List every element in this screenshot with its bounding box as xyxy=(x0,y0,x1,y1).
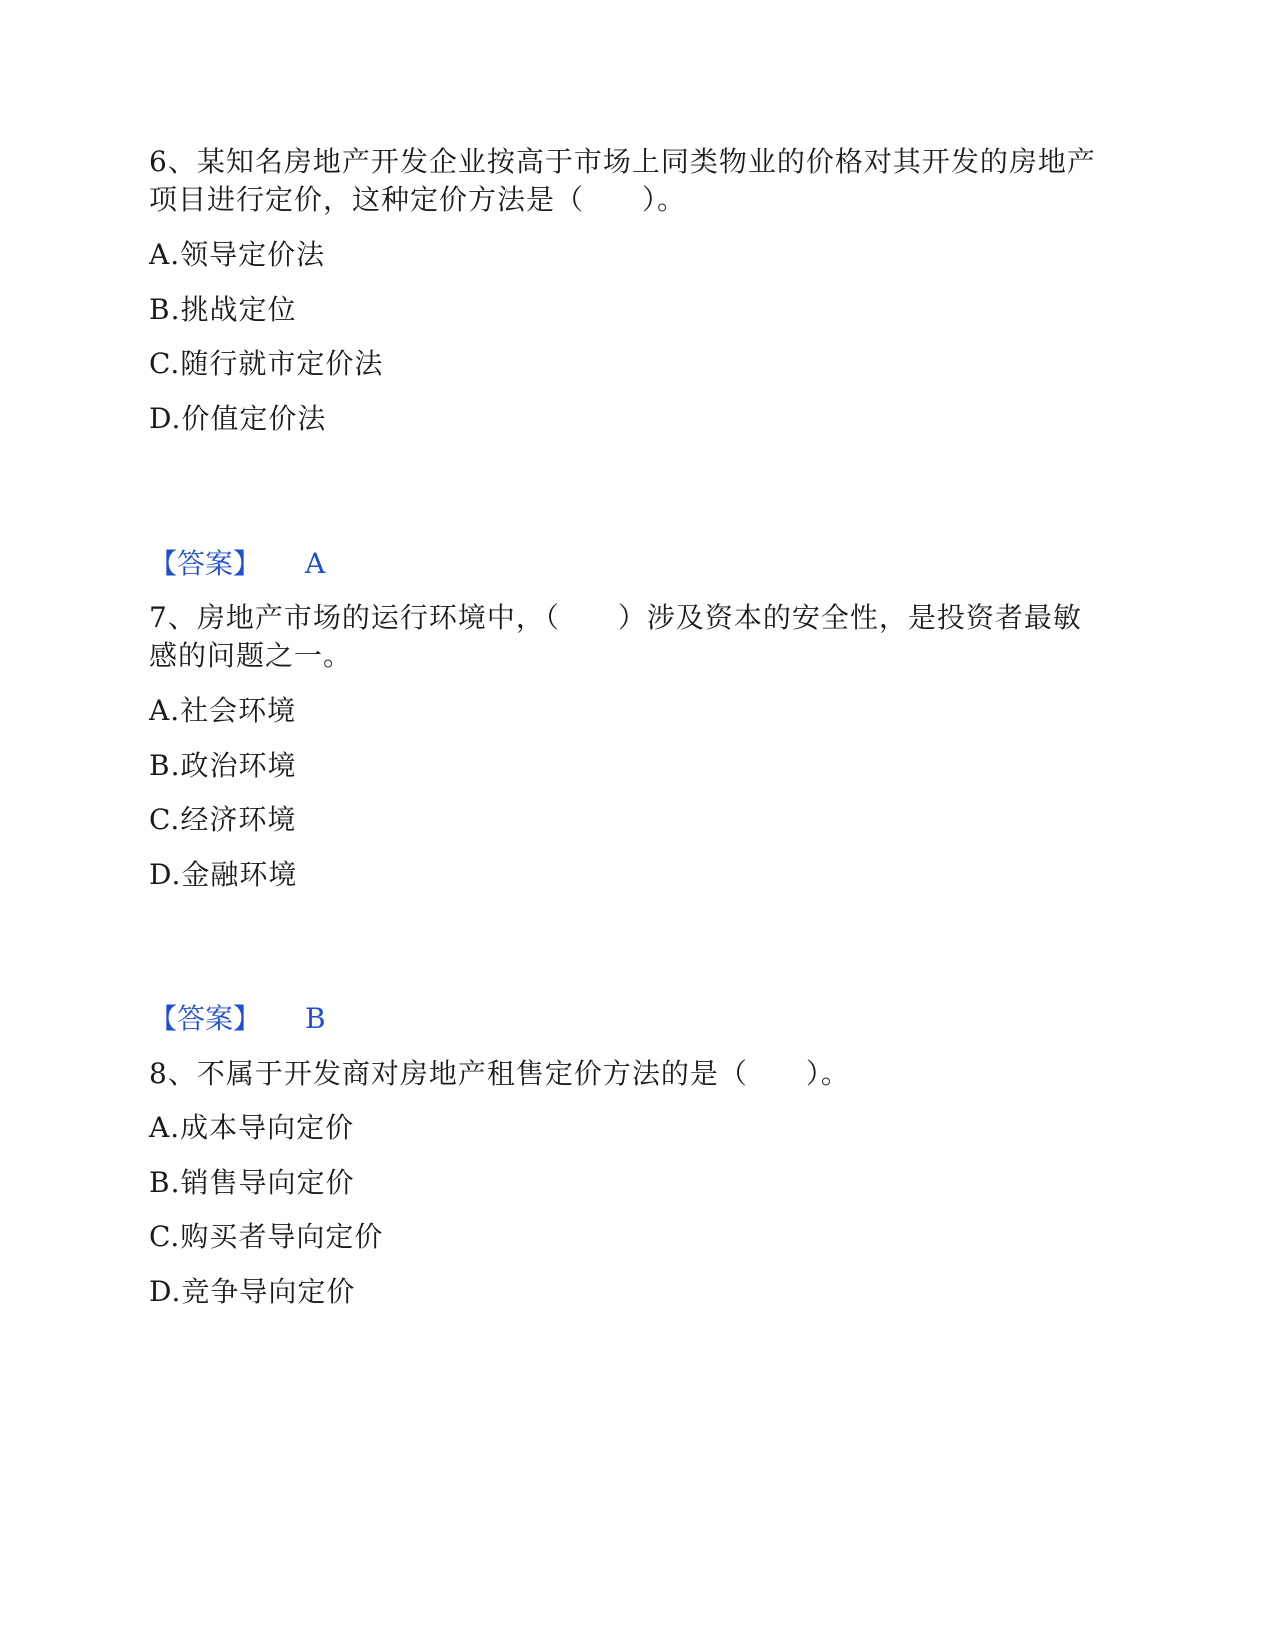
question-7-option-a: A.社会环境 xyxy=(149,694,297,727)
answer-label: 【答案】 xyxy=(149,1002,262,1035)
question-8-text-line-1: 8、不属于开发商对房地产租售定价方法的是（ ）。 xyxy=(149,1057,850,1090)
question-6-option-a: A.领导定价法 xyxy=(149,238,326,271)
question-7-answer xyxy=(149,999,326,1039)
question-6-option-c: C.随行就市定价法 xyxy=(149,347,384,380)
question-6-option-d: D.价值定价法 xyxy=(149,402,327,435)
question-8-option-c: C.购买者导向定价 xyxy=(149,1220,384,1253)
question-7-text-line-2: 感的问题之一。 xyxy=(149,639,353,672)
answer-value: A xyxy=(305,547,326,580)
question-7-option-c: C.经济环境 xyxy=(149,803,297,836)
question-6-text-line-2: 项目进行定价，这种定价方法是（ ）。 xyxy=(149,183,687,216)
question-8-option-a: A.成本导向定价 xyxy=(149,1111,355,1144)
question-6-option-b: B.挑战定位 xyxy=(149,293,297,326)
question-7-text-line-1: 7、房地产市场的运行环境中，（ ）涉及资本的安全性，是投资者最敏 xyxy=(149,601,1082,634)
question-6-answer xyxy=(149,544,325,584)
question-8-option-b: B.销售导向定价 xyxy=(149,1166,355,1199)
question-6-text-line-1: 6、某知名房地产开发企业按高于市场上同类物业的价格对其开发的房地产 xyxy=(149,145,1096,178)
question-7-option-d: D.金融环境 xyxy=(149,858,298,891)
answer-value: B xyxy=(305,1002,326,1035)
question-7-option-b: B.政治环境 xyxy=(149,749,297,782)
answer-label: 【答案】 xyxy=(149,547,262,580)
question-8-option-d: D.竞争导向定价 xyxy=(149,1275,356,1308)
